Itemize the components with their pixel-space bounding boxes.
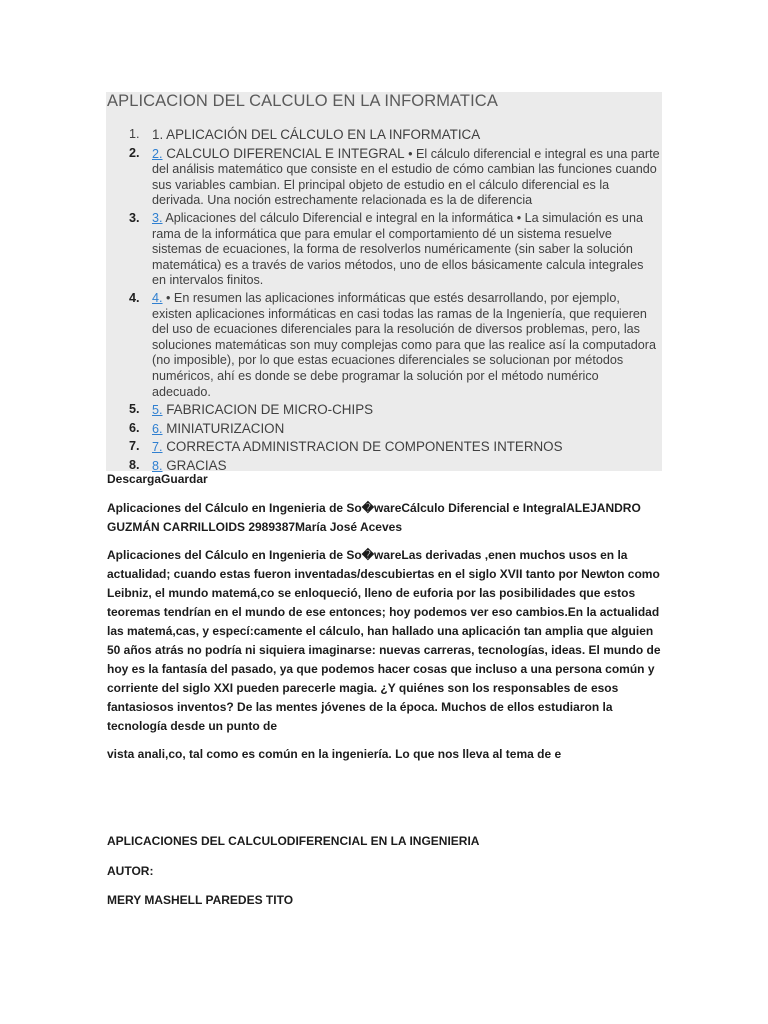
toc-item: 1. 1. APLICACIÓN DEL CÁLCULO EN LA INFORMATICA [129,127,481,142]
toc-link[interactable]: 6. [152,421,163,436]
toc-item: 4. 4. • En resumen las aplicaciones informáticas que estés desarrollando, por ejemplo, existen aplicaciones informáticas en casi todas las ramas de la Ingeniería, que requieren del uso de ecuaciones diferenciales para la resolución de diversos problemas, pero, las soluciones matemáticas son muy complejas como para que las realice así la computadora (no imposible), por lo que estas ecuaciones diferenciales se solucionan por métodos numéricos, ahí es donde se debe programar la solución por el método numérico adecuado. [129,290,656,399]
toc-link[interactable]: 7. [152,440,163,455]
toc-link[interactable]: 8. [152,458,163,473]
download-save-links[interactable]: DescargaGuardar [107,472,208,486]
toc-item: 3. 3. Aplicaciones del cálculo Diferencial e integral en la informática • La simulación es una rama de la informática que para emular el comportamiento dé un sistema resuelve sistemas de ecuaciones, la forma de resolverlos numéricamente (sin saber la solución matemática) es a través de varios métodos, uno de ellos básicamente calcula integrales en intervalos finitos. [129,210,644,288]
document-title: APLICACION DEL CALCULO EN LA INFORMATICA [107,92,498,110]
body-paragraph: Aplicaciones del Cálculo en Ingenieria de So�wareLas derivadas ,enen muchos usos en la actualidad; cuando estas fueron inventadas/descubiertas en el siglo XVII tanto por Newton como Leibniz, el mundo matemá,co se enloqueció, lleno de euforia por las posibilidades que estos teoremas tendrían en el mundo de ese entonces; hoy podemos ver eso cambios.En la actualidad las matemá,cas, y especí:camente el cálculo, han hallado una aplicación tan amplia que alguien 50 años atrás no podría ni siquiera imaginarse: nuevas carreras, tecnologías, ideas. El mundo de hoy es la fantasía del pasado, ya que podemos hacer cosas que incluso a una persona común y corriente del siglo XXI pueden parecerle magia. ¿Y quiénes son los responsables de esos fantasiosos inventos? De las mentes jóvenes de la época. Muchos de ellos estudiaron la tecnología desde un punto de [107,548,661,733]
toc-item: 2. 2. CALCULO DIFERENCIAL E INTEGRAL • El cálculo diferencial e integral es una parte del análisis matemático que consiste en el estudio de cómo cambian las funciones cuando sus variables cambian. El principal objeto de estudio en el cálculo diferencial es la derivada. Una noción estrechamente relacionada es la de diferencia [129,145,660,208]
toc-item: 6. 6. MINIATURIZACION [129,420,285,436]
authors-line: Aplicaciones del Cálculo en Ingenieria de So�wareCálculo Diferencial e IntegralALEJANDRO GUZMÁN CARRILLOIDS 2989387María José Aceves [107,501,641,534]
continuation-line: vista anali,co, tal como es común en la ingeniería. Lo que nos lleva al tema de e [107,747,562,761]
toc-item: 7. 7. CORRECTA ADMINISTRACION DE COMPONENTES INTERNOS [129,439,563,455]
toc-item: 8. 8. GRACIAS [129,457,227,473]
author-name: MERY MASHELL PAREDES TITO [107,893,294,907]
toc-link[interactable]: 3. [152,210,163,225]
toc-link[interactable]: 2. [152,146,163,161]
table-of-contents [106,127,662,474]
author-label: AUTOR: [107,864,154,878]
toc-link[interactable]: 4. [152,290,163,305]
section-title: APLICACIONES DEL CALCULODIFERENCIAL EN LA INGENIERIA [107,834,480,848]
toc-link[interactable]: 5. [152,403,163,418]
toc-item: 5. 5. FABRICACION DE MICRO-CHIPS [129,402,374,418]
